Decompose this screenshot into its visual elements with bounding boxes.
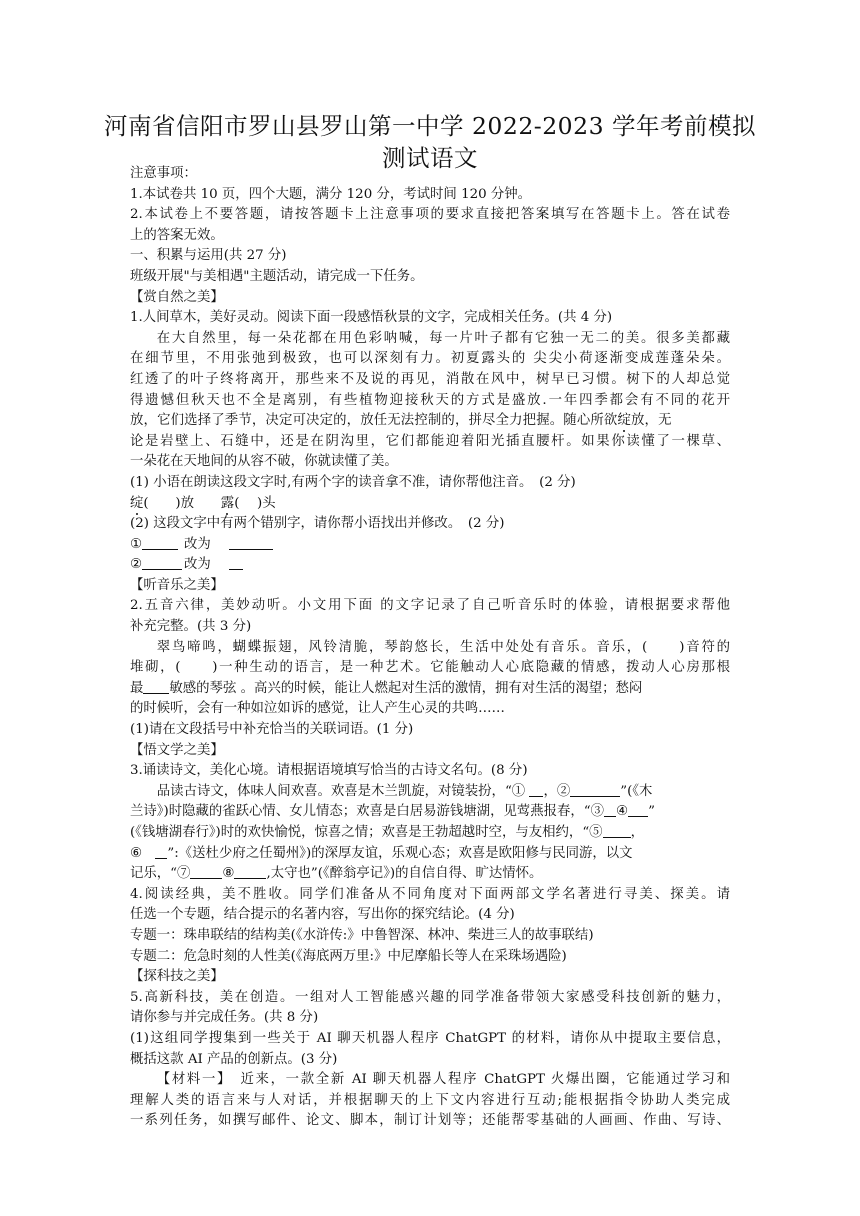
passage-text: ，②	[543, 783, 571, 799]
sub-question-2: (2) 这段文字中有两个错别字，请你帮小语找出并修改。 (2 分)	[130, 516, 505, 532]
sub-question-1: (1)请在文段括号中补充恰当的关联词语。(1 分)	[130, 722, 414, 738]
passage-text: 记乐，“⑦	[130, 866, 191, 882]
passage-line: 一朵花在天地间的从容不破，你就读懂了美。	[130, 454, 398, 470]
answer-blank[interactable]	[142, 535, 178, 550]
passage-text: ④	[616, 804, 629, 820]
question-5-line2: 请你参与并完成任务。(共 8 分)	[130, 1010, 319, 1026]
passage-line	[130, 802, 730, 823]
material-line: 【材料一】 近来，一款全新 AI 聊天机器人程序 ChatGPT 火爆出圈，它能通过学习和	[156, 1072, 730, 1088]
passage-line	[130, 679, 730, 700]
passage-line: 红透了的叶子终将离开，那些来不及说的再见，消散在风中，树早已习惯。树下的人却总觉	[130, 371, 730, 387]
pinyin-line	[130, 494, 730, 515]
exam-title-line1: 河南省信阳市罗山县罗山第一中学 2022-2023 学年考前模拟	[104, 112, 756, 140]
literature-tag: 【悟文学之美】	[130, 742, 224, 758]
passage-line: 在细节里，不用张弛到极致，也可以深刻有力。初夏露头的 尖尖小荷逐渐变成莲蓬朵朵。	[130, 351, 730, 367]
question-3: 3.诵读诗文，美化心境。请根据语境填写恰当的古诗文名句。(8 分)	[130, 763, 528, 779]
passage-line: 在大自然里，每一朵花都在用色彩呐喊，每一片叶子都有它独一无二的美。很多美都藏	[156, 330, 730, 346]
passage-text: ⑧	[222, 866, 235, 882]
section-intro: 班级开展"与美相遇"主题活动，请完成一下任务。	[130, 268, 424, 284]
section-heading: 一、积累与运用(共 27 分)	[130, 248, 287, 264]
passage-text: (《钱塘湖春行》)时的欢快愉悦，惊喜之情；欢喜是王勃超越时空，与友相约，“⑤	[130, 825, 603, 840]
passage-text: 最	[130, 680, 144, 696]
passage-text: ⑥	[130, 845, 156, 861]
correction-label: 改为	[184, 557, 211, 573]
dotted-char: 露	[220, 495, 235, 511]
sub-question-1-line1: (1)这组同学搜集到一些关于 AI 聊天机器人程序 ChatGPT 的材料，请你从中提取主要信息，	[130, 1030, 730, 1046]
pinyin-blank: ( )放	[143, 495, 221, 511]
question-4-line2: 任选一个专题，结合提示的名著内容，写出你的探究结论。(4 分)	[130, 907, 515, 923]
answer-blank[interactable]	[628, 802, 648, 817]
passage-text: 放，它们选择了季节，决定可决定的，放任无法控制的，拼尽全力把握。随心所欲	[130, 413, 618, 429]
passage-line: 翠鸟啼鸣，蝴蝶振翅，风铃清脆，琴韵悠长，生活中处处有音乐。音乐，( )音符的	[156, 639, 730, 655]
correction-number: ②	[130, 557, 143, 573]
passage-line	[130, 823, 730, 844]
passage-text: 品读古诗文，体味人间欢喜。欢喜是木兰凯旋，对镜装扮，“①	[156, 783, 530, 799]
correction-number: ①	[130, 536, 143, 552]
dotted-char: 绽	[617, 413, 632, 429]
question-5-line1: 5.高新科技，美在创造。一组对人工智能感兴趣的同学准备带领大家感受科技创新的魅力，	[130, 989, 730, 1005]
answer-blank[interactable]	[155, 844, 167, 859]
correction-label: 改为	[184, 536, 211, 552]
passage-line: 得遗憾但秋天也不全是离别，有些植物迎接秋天的方式是盛放.一年四季都会有不同的花开	[130, 392, 730, 408]
exam-title-line2: 测试语文	[382, 144, 478, 172]
sub-question-1-line2: 概括这款 AI 产品的创新点。(3 分)	[130, 1051, 338, 1067]
passage-text: ”	[648, 804, 655, 820]
exam-body	[130, 164, 730, 1132]
answer-blank[interactable]	[529, 782, 543, 797]
topic-2: 专题二：危急时刻的人性美(《海底两万里:》中尼摩船长等人在采珠场遇险)	[130, 948, 567, 964]
music-tag: 【听音乐之美】	[130, 577, 224, 593]
notice-item-2-line1: 2.本试卷上不要答题，请按答题卡上注意事项的要求直接把答案填写在答题卡上。答在试卷	[130, 207, 730, 223]
correction-line	[130, 535, 730, 556]
question-2-line1: 2.五音六律，美妙动听。小文用下面 的文字记录了自己听音乐时的体验，请根据要求帮他	[130, 598, 730, 614]
answer-blank[interactable]	[229, 535, 273, 550]
passage-line	[130, 411, 730, 432]
answer-blank[interactable]	[603, 823, 631, 838]
passage-text: ，	[630, 825, 644, 840]
passage-line: 论是岩壁上、石缝中，还是在阴沟里，它们都能迎着阳光插直腰杆。如果你读懂了一棵草、	[130, 433, 730, 449]
answer-blank[interactable]	[229, 555, 243, 570]
notice-item-1: 1.本试卷共 10 页，四个大题，满分 120 分，考试时间 120 分钟。	[130, 186, 532, 202]
question-4-line1: 4.阅读经典，美不胜收。同学们准备从不同角度对下面两部文学名著进行寻美、探美。请	[130, 886, 730, 902]
passage-line: 堆砌，( )一种生动的语言，是一种艺术。它能触动人心底隐藏的情感，拨动人心房那根	[130, 660, 730, 676]
passage-text: 敏感的琴弦 。高兴的时候，能让人燃起对生活的激情，拥有对生活的渴望；愁闷	[169, 680, 643, 696]
answer-blank[interactable]	[234, 864, 266, 879]
passage-line	[130, 782, 730, 803]
dotted-char: 绽	[130, 495, 144, 511]
passage-line	[130, 864, 730, 885]
topic-1: 专题一：珠串联结的结构美(《水浒传:》中鲁智深、林冲、柴进三人的故事联结)	[130, 927, 594, 943]
answer-blank[interactable]	[143, 679, 169, 694]
answer-blank[interactable]	[604, 802, 616, 817]
pinyin-blank: ( )头	[234, 495, 276, 511]
answer-blank[interactable]	[570, 782, 620, 797]
notice-item-2-line2: 上的答案无效。	[130, 227, 224, 243]
question-1: 1.人间草木，美好灵动。阅读下面一段感悟秋景的文字，完成相关任务。(共 4 分)	[130, 310, 613, 326]
material-line: 一系列任务，如撰写邮件、论文、脚本，制订计划等；还能帮零基础的人画画、作曲、写诗、	[130, 1113, 730, 1129]
passage-line	[130, 844, 730, 865]
nature-tag: 【赏自然之美】	[130, 289, 224, 305]
passage-text: ,太守也”(《醉翁亭记》)的自信自得、旷达情怀。	[266, 866, 543, 882]
answer-blank[interactable]	[190, 864, 222, 879]
answer-blank[interactable]	[142, 555, 182, 570]
tech-tag: 【探科技之美】	[130, 969, 224, 985]
sub-question-1: (1) 小语在朗读这段文字时,有两个字的读音拿不准，请你帮他注音。 (2 分)	[130, 474, 576, 490]
passage-text: 放，无	[631, 413, 672, 429]
correction-line	[130, 555, 730, 576]
passage-text: ”:《送杜少府之任蜀州》)的深厚友谊，乐观心态；欢喜是欧阳修与民同游，以文	[167, 845, 633, 861]
passage-text: ”(《木	[620, 783, 653, 799]
material-line: 理解人类的语言来与人对话，并根据聊天的上下文内容进行互动;能根据指令协助人类完成	[130, 1092, 730, 1108]
passage-text: 兰诗》)时隐藏的雀跃心情、女儿情态；欢喜是白居易游钱塘湖，见莺燕报春，“③	[130, 804, 605, 820]
notice-heading: 注意事项：	[130, 166, 197, 181]
question-2-line2: 补充完整。(共 3 分)	[130, 619, 252, 635]
passage-line: 的时候听，会有一种如泣如诉的感觉，让人产生心灵的共鸣……	[130, 701, 505, 717]
